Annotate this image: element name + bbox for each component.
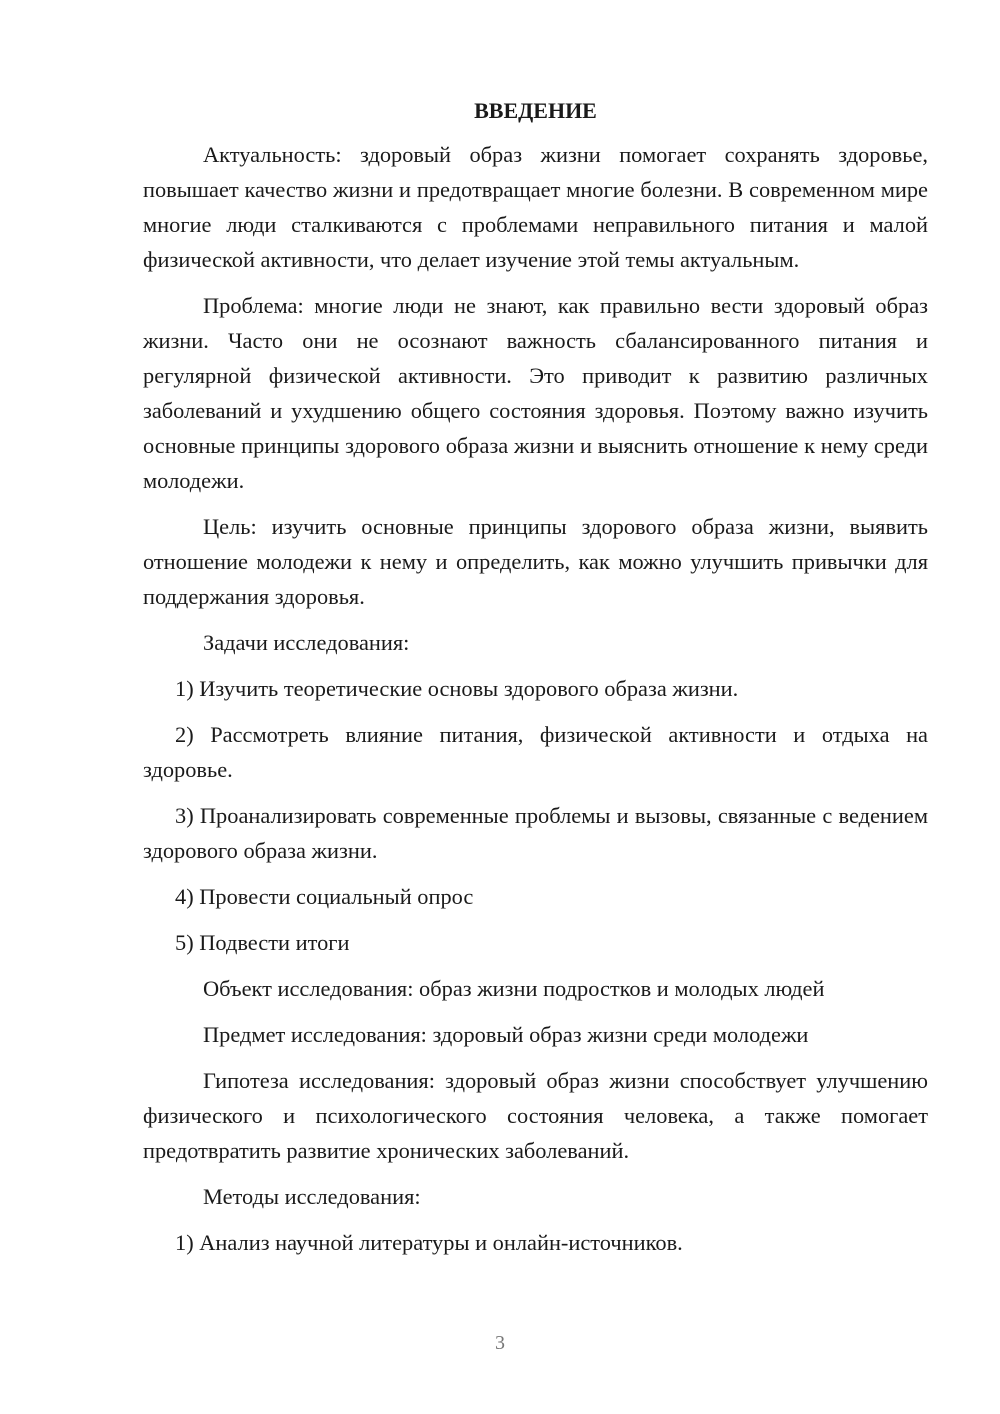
task-item: 2) Рассмотреть влияние питания, физической активности и отдыха на здоровье. [143,722,928,782]
task-item: 4) Провести социальный опрос [175,884,474,909]
tasks-heading: Задачи исследования: [203,630,410,655]
task-item: 1) Изучить теоретические основы здорового образа жизни. [175,676,739,701]
relevance-paragraph: Актуальность: здоровый образ жизни помогает сохранять здоровье, повышает качество жизни и предотвращает многие болезни. В современном мире многие люди сталкиваются с проблемами неправильного питания и малой физической активности, что делает изучение этой темы актуальным. [143,142,928,272]
document-page [143,96,928,1271]
problem-paragraph: Проблема: многие люди не знают, как правильно вести здоровый образ жизни. Часто они не осознают важность сбалансированного питания и регулярной физической активности. Это приводит к развитию различных заболеваний и ухудшению общего состояния здоровья. Поэтому важно изучить основные принципы здорового образа жизни и выяснить отношение к нему среди молодежи. [143,293,928,493]
methods-heading: Методы исследования: [203,1184,421,1209]
page-number: 3 [495,1332,505,1354]
task-item: 5) Подвести итоги [175,930,350,955]
method-item: 1) Анализ научной литературы и онлайн-источников. [175,1230,683,1255]
subject-line: Предмет исследования: здоровый образ жизни среди молодежи [203,1022,809,1047]
section-title: ВВЕДЕНИЕ [474,98,597,123]
goal-paragraph: Цель: изучить основные принципы здорового образа жизни, выявить отношение молодежи к нему и определить, как можно улучшить привычки для поддержания здоровья. [143,514,928,609]
object-line: Объект исследования: образ жизни подростков и молодых людей [203,976,825,1001]
task-item: 3) Проанализировать современные проблемы и вызовы, связанные с ведением здорового образа жизни. [143,803,928,863]
hypothesis-paragraph: Гипотеза исследования: здоровый образ жизни способствует улучшению физического и психологического состояния человека, а также помогает предотвратить развитие хронических заболеваний. [143,1068,928,1163]
